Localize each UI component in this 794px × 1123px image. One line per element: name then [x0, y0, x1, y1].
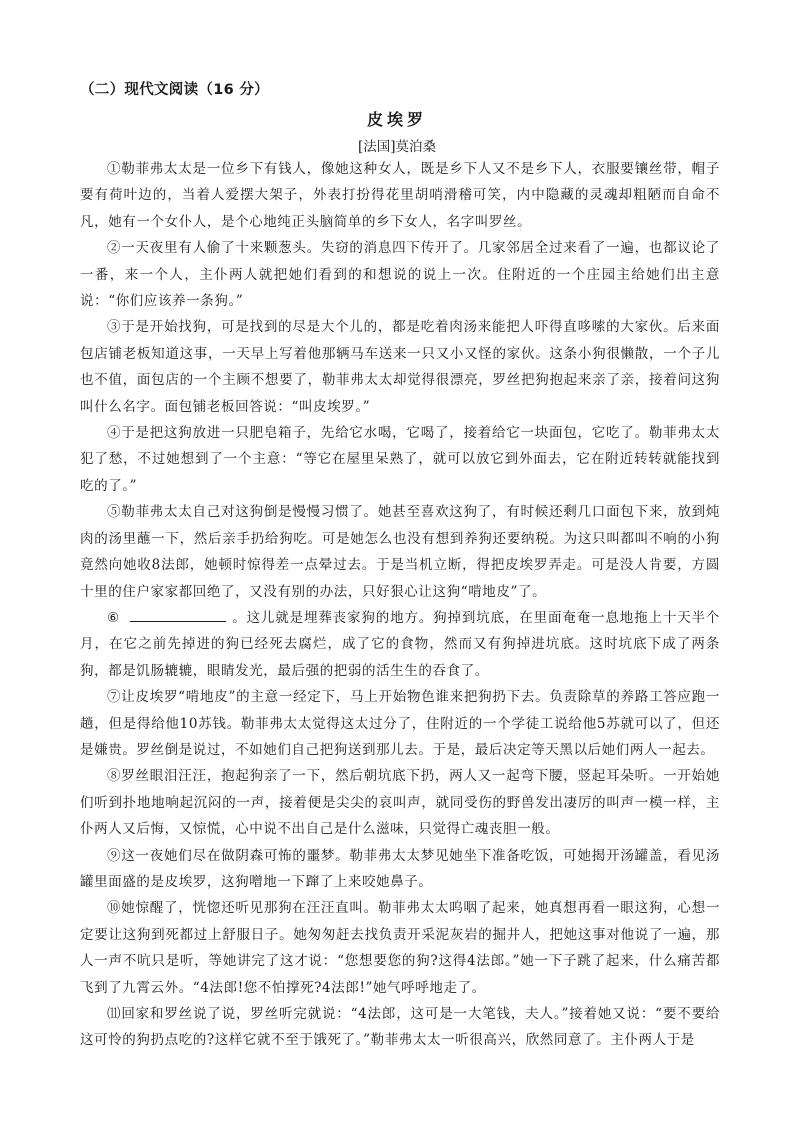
article-title: 皮埃罗	[366, 110, 427, 129]
paragraph: ①勒菲弗太太是一位乡下有钱人，像她这种女人，既是乡下人又不是乡下人，衣服要镶丝带，帽子要有荷叶边的，当着人爱摆大架子，外表打扮得花里胡哨滑稽可笑，内中隐藏的灵魂却粗陋而自命不凡，她有一个女仆人，是个心地纯正头脑简单的乡下女人，名字叫罗丝。	[80, 161, 720, 230]
article-body	[80, 156, 720, 1054]
paragraph-number: ⑥	[107, 609, 120, 626]
paragraph: ⑦让皮埃罗“啃地皮”的主意一经定下，马上开始物色谁来把狗扔下去。负责除草的养路工答应跑一趟，但是得给他10苏钱。勒菲弗太太觉得这太过分了，住附近的一个学徒工说给他5苏就可以了，但还是嫌贵。罗丝倒是说过，不如她们自己把狗送到那儿去。于是，最后决定等天黑以后她们两人一起去。	[80, 689, 720, 758]
section-heading: （二）现代文阅读（16 分）	[80, 82, 269, 98]
fill-in-blank	[130, 606, 226, 622]
paragraph: ⑨这一夜她们尽在做阴森可怖的噩梦。勒菲弗太太梦见她坐下准备吃饭，可她揭开汤罐盖，看见汤罐里面盛的是皮埃罗，这狗噌地一下蹿了上来咬她鼻子。	[80, 847, 720, 890]
paragraph: ⑤勒菲弗太太自己对这狗倒是慢慢习惯了。她甚至喜欢这狗了，有时候还剩几口面包下来，放到炖肉的汤里蘸一下，然后亲手扔给狗吃。可是她怎么也没有想到养狗还要纳税。为这只叫都叫不响的小狗竟然向她收8法郎，她顿时惊得差一点晕过去。于是当机立断，得把皮埃罗弄走。可是没人肯要，方圆十里的住户家家都回绝了，又没有别的办法，只好狠心让这狗“啃地皮”了。	[80, 504, 720, 600]
paragraph: ⑩她惊醒了，恍惚还听见那狗在汪汪直叫。勒菲弗太太呜咽了起来，她真想再看一眼这狗，心想一定要让这狗到死都过上舒服日子。她匆匆赶去找负责开采泥灰岩的掘井人，把她这事对他说了一遍，那人一声不吭只是听，等她讲完了这才说：“您想要您的狗?这得4法郎。”她一下子跳了起来，什么痛苦都飞到了九霄云外。“4法郎!您不怕撑死?4法郎!”她气呼呼地走了。	[80, 900, 720, 996]
paragraph-with-blank	[80, 605, 720, 684]
article-author: [法国]莫泊桑	[357, 139, 437, 155]
paragraph: ④于是把这狗放进一只肥皂箱子，先给它水喝，它喝了，接着给它一块面包，它吃了。勒菲弗太太犯了愁，不过她想到了一个主意：“等它在屋里呆熟了，就可以放它到外面去，它在附近转转就能找到吃的了。”	[80, 425, 720, 494]
paragraph-text: 。这儿就是埋葬丧家狗的地方。狗掉到坑底，在里面奄奄一息地拖上十天半个月，在它之前先掉进的狗已经死去腐烂，成了它的食物，然而又有狗掉进坑底。这时坑底下成了两条狗，都是饥肠辘辘，眼睛发光，最后强的把弱的活生生的吞食了。	[80, 609, 721, 679]
paragraph: ⑧罗丝眼泪汪汪，抱起狗亲了一下，然后朝坑底下扔，两人又一起弯下腰，竖起耳朵听。一开始她们听到扑地地响起沉闷的一声，接着便是尖尖的哀叫声，就同受伤的野兽发出凄厉的叫声一模一样，主仆两人又后悔，又惊慌，心中说不出自己是什么滋味，只觉得亡魂丧胆一般。	[80, 768, 720, 838]
paragraph: ②一天夜里有人偷了十来颗葱头。失窃的消息四下传开了。几家邻居全过来看了一遍，也都议论了一番，来一个人，主仆两人就把她们看到的和想说的说上一次。住附近的一个庄园主给她们出主意说：“你们应该养一条狗。”	[80, 240, 720, 310]
paragraph: ③于是开始找狗，可是找到的尽是大个儿的，都是吃着肉汤来能把人吓得直哆嗦的大家伙。后来面包店铺老板知道这事，一天早上写着他那辆马车送来一只又小又怪的家伙。这条小狗很懒散，一个子儿也不值，面包店的一个主顾不想要了，勒菲弗太太却觉得很漂亮，罗丝把狗抱起来亲了亲，接着问这狗叫什么名字。面包铺老板回答说：“叫皮埃罗。”	[80, 319, 720, 415]
paragraph: ⑾回家和罗丝说了说，罗丝听完就说：“4法郎，这可是一大笔钱，夫人。”接着她又说：“要不要给这可怜的狗扔点吃的?这样它就不至于饿死了。”勒菲弗太太一听很高兴，欣然同意了。主仆两人于是	[80, 1006, 720, 1049]
